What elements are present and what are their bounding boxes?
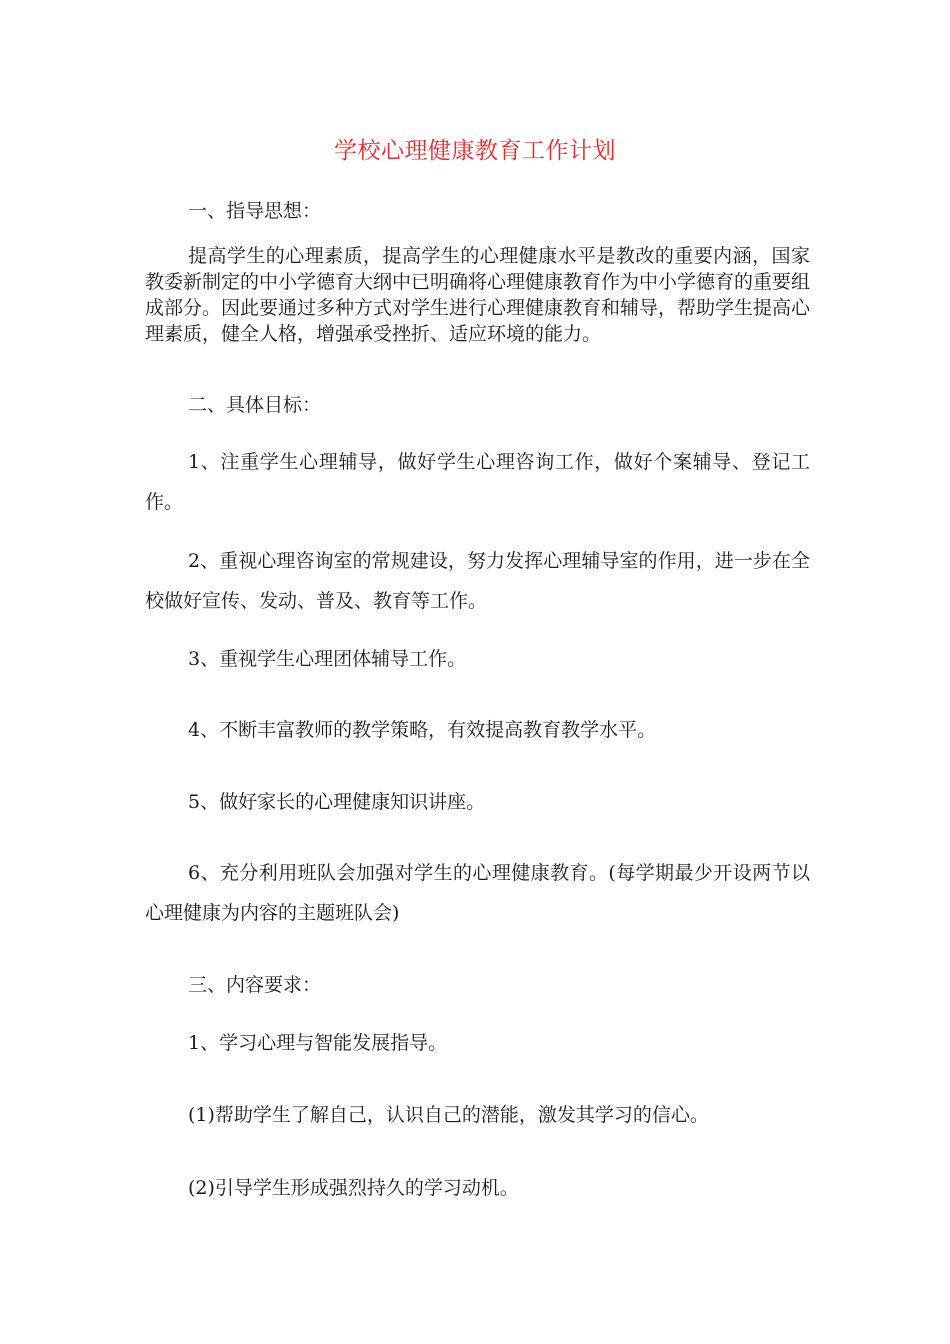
goal-item: 5、做好家长的心理健康知识讲座。 (188, 791, 486, 813)
goal-item: 6、充分利用班队会加强对学生的心理健康教育。(每学期最少开设两节以心理健康为内容的主题班队会) (145, 862, 810, 924)
goal-item: 4、不断丰富教师的教学策略，有效提高教育教学水平。 (188, 719, 657, 741)
section-heading-specific-goals: 二、具体目标： (188, 394, 322, 416)
goal-item: 3、重视学生心理团体辅导工作。 (188, 648, 467, 670)
content-item: (2)引导学生形成强烈持久的学习动机。 (188, 1177, 519, 1199)
content-item: 1、学习心理与智能发展指导。 (188, 1032, 448, 1054)
goal-item: 2、重视心理咨询室的常规建设，努力发挥心理辅导室的作用，进一步在全校做好宣传、发动、普及、教育等工作。 (145, 550, 810, 612)
section-paragraph-guiding-ideology: 提高学生的心理素质，提高学生的心理健康水平是教改的重要内涵，国家教委新制定的中小学德育大纲中已明确将心理健康教育作为中小学德育的重要组成部分。因此要通过多种方式对学生进行心理健康教育和辅导，帮助学生提高心理素质，健全人格，增强承受挫折、适应环境的能力。 (145, 245, 811, 345)
content-item: (1)帮助学生了解自己，认识自己的潜能，激发其学习的信心。 (188, 1104, 709, 1126)
goal-item: 1、注重学生心理辅导，做好学生心理咨询工作，做好个案辅导、登记工作。 (145, 451, 810, 513)
section-heading-guiding-ideology: 一、指导思想： (188, 200, 322, 222)
document-title: 学校心理健康教育工作计划 (334, 138, 616, 164)
section-heading-content-requirements: 三、内容要求： (188, 974, 322, 996)
